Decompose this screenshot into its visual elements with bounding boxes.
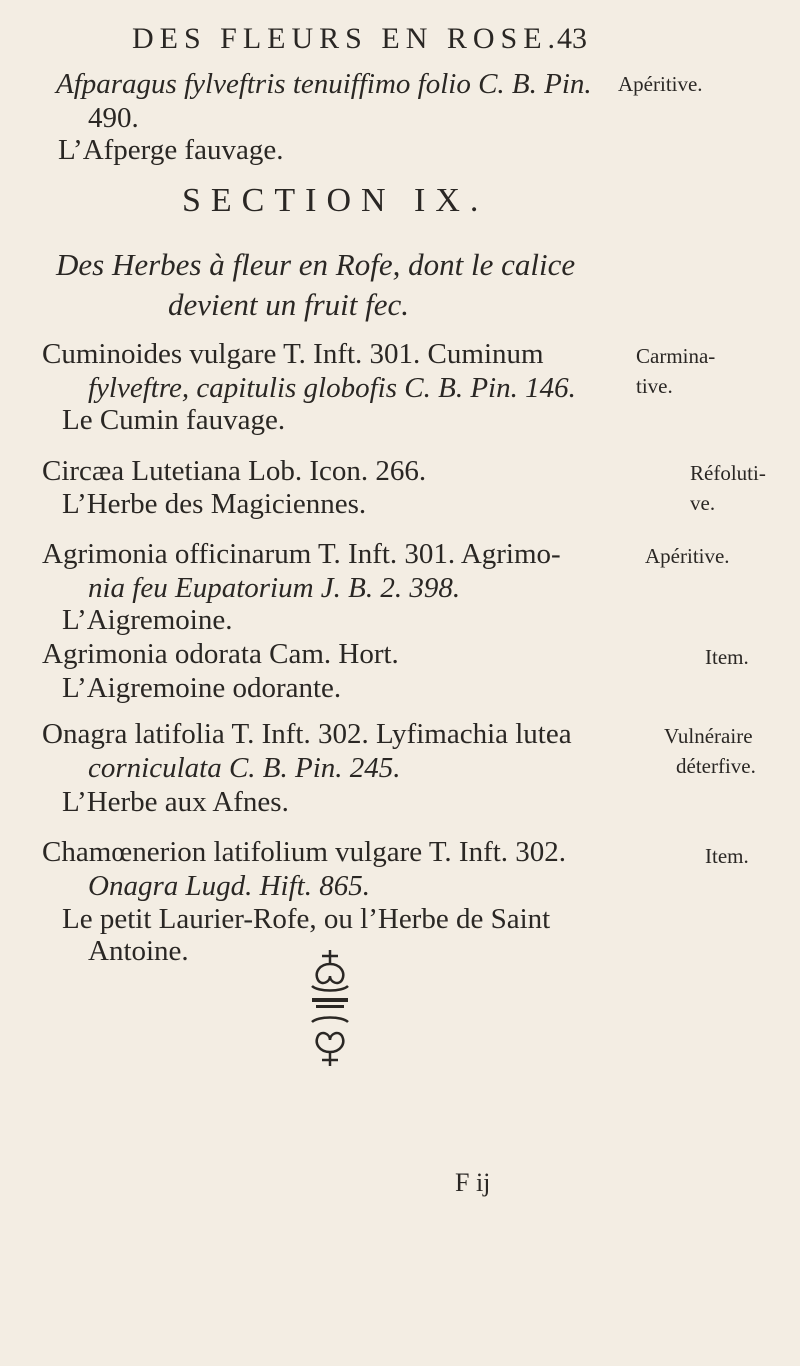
margin-note: déterfive.: [676, 754, 756, 778]
margin-note: Vulnéraire: [664, 724, 753, 748]
entry-french-name: Le Cumin fauvage.: [62, 404, 286, 436]
margin-note: ve.: [690, 491, 716, 515]
margin-note: Item.: [705, 645, 749, 669]
entry-french-name: L’Afperge fauvage.: [58, 134, 284, 166]
fleuron-ornament-icon: [300, 942, 360, 1072]
section-subtitle-line: Des Herbes à fleur en Rofe, dont le calice: [56, 247, 576, 282]
margin-note: tive.: [636, 374, 673, 398]
entry-latin-line: Circæa Lutetiana Lob. Icon. 266.: [42, 455, 427, 487]
margin-note: Réfoluti-: [690, 461, 766, 485]
section-title: SECTION IX.: [182, 182, 489, 219]
margin-note: Apéritive.: [645, 544, 730, 568]
entry-reference-line: 490.: [88, 102, 139, 134]
entry-french-name: L’Aigremoine odorante.: [62, 672, 342, 704]
margin-note: Item.: [705, 844, 749, 868]
running-title: DES FLEURS EN ROSE.: [132, 22, 562, 55]
entry-latin-line: Chamœnerion latifolium vulgare T. Inft. 302.: [42, 836, 567, 868]
signature-mark: F ij: [455, 1168, 491, 1197]
entry-latin-line: Afparagus fylveftris tenuiffimo folio C. B. Pin.: [56, 68, 592, 100]
entry-french-name: Le petit Laurier-Rofe, ou l’Herbe de Saint: [62, 903, 551, 935]
entry-latin-line: Agrimonia odorata Cam. Hort.: [42, 638, 399, 670]
entry-french-name: L’Herbe des Magiciennes.: [62, 488, 367, 520]
margin-note: Carmina-: [636, 344, 716, 368]
margin-note: Apéritive.: [618, 72, 703, 96]
entry-french-name-continued: Antoine.: [88, 935, 189, 967]
entry-french-name: L’Herbe aux Afnes.: [62, 786, 289, 818]
entry-reference-line: corniculata C. B. Pin. 245.: [88, 752, 401, 784]
page-header: [0, 22, 800, 66]
entry-latin-line: Cuminoides vulgare T. Inft. 301. Cuminum: [42, 338, 544, 370]
page-number: 43: [557, 22, 587, 55]
entry-french-name: L’Aigremoine.: [62, 604, 233, 636]
entry-latin-line: Agrimonia officinarum T. Inft. 301. Agrimo-: [42, 538, 561, 570]
entry-latin-line: Onagra latifolia T. Inft. 302. Lyfimachia lutea: [42, 718, 572, 750]
entry-reference-line: nia feu Eupatorium J. B. 2. 398.: [88, 572, 461, 604]
section-subtitle-line: devient un fruit fec.: [168, 287, 410, 322]
entry-reference-line: Onagra Lugd. Hift. 865.: [88, 870, 370, 902]
entry-reference-line: fylveftre, capitulis globofis C. B. Pin. 146.: [88, 372, 576, 404]
